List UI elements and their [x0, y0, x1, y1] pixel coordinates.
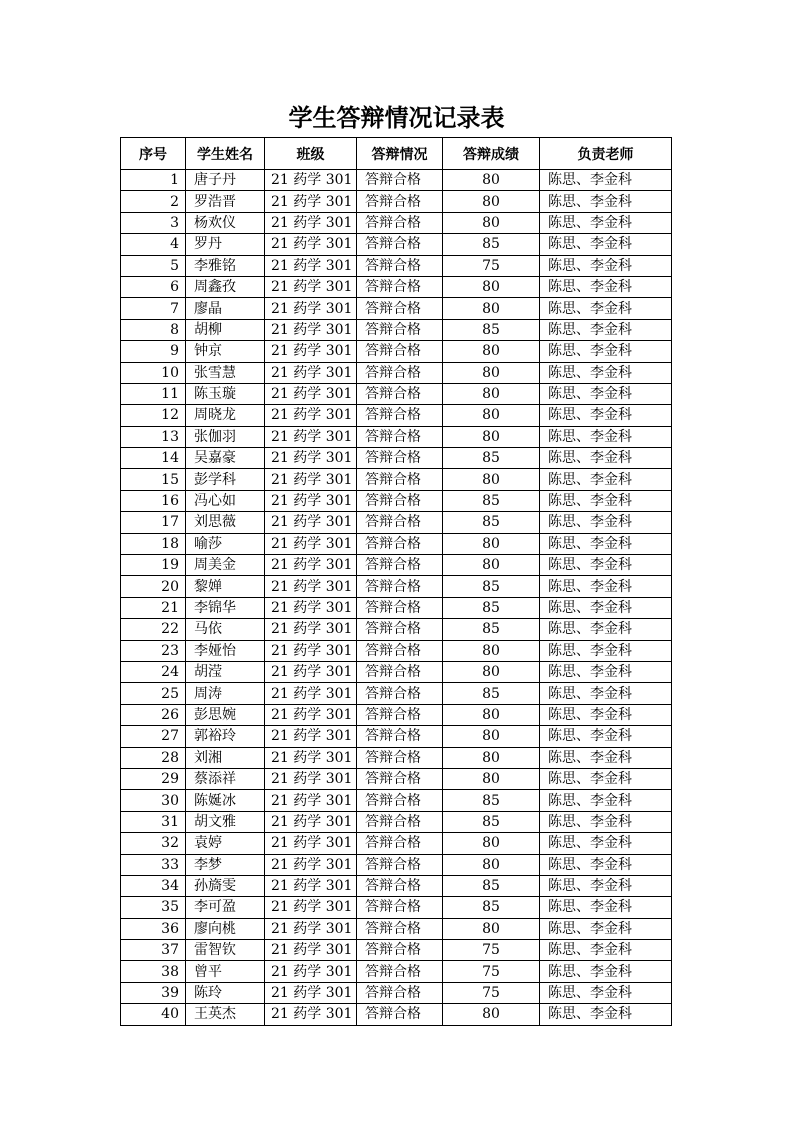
cell-student-name: 张雪慧	[186, 362, 265, 383]
table-row	[121, 298, 672, 319]
table-row	[121, 405, 672, 426]
cell-defense-score: 80	[443, 426, 540, 447]
cell-number: 22	[121, 619, 186, 640]
cell-class: 21 药学 301	[265, 940, 357, 961]
cell-class: 21 药学 301	[265, 576, 357, 597]
cell-number: 18	[121, 533, 186, 554]
cell-defense-score: 80	[443, 704, 540, 725]
cell-number: 14	[121, 448, 186, 469]
cell-student-name: 彭学科	[186, 469, 265, 490]
cell-student-name: 王英杰	[186, 1004, 265, 1025]
cell-class: 21 药学 301	[265, 640, 357, 661]
cell-student-name: 陈玉璇	[186, 383, 265, 404]
cell-defense-status: 答辩合格	[357, 940, 443, 961]
table-row	[121, 341, 672, 362]
cell-defense-score: 80	[443, 405, 540, 426]
cell-class: 21 药学 301	[265, 426, 357, 447]
cell-defense-status: 答辩合格	[357, 661, 443, 682]
table-row	[121, 790, 672, 811]
cell-class: 21 药学 301	[265, 383, 357, 404]
cell-teacher: 陈思、李金科	[540, 576, 672, 597]
table-row	[121, 255, 672, 276]
cell-teacher: 陈思、李金科	[540, 811, 672, 832]
cell-number: 35	[121, 897, 186, 918]
cell-number: 9	[121, 341, 186, 362]
cell-defense-status: 答辩合格	[357, 897, 443, 918]
cell-defense-score: 85	[443, 234, 540, 255]
table-row	[121, 533, 672, 554]
cell-class: 21 药学 301	[265, 790, 357, 811]
table-row	[121, 512, 672, 533]
cell-number: 23	[121, 640, 186, 661]
cell-defense-status: 答辩合格	[357, 426, 443, 447]
header-defense-score: 答辩成绩	[443, 138, 540, 170]
cell-defense-status: 答辩合格	[357, 319, 443, 340]
table-row	[121, 683, 672, 704]
cell-defense-status: 答辩合格	[357, 811, 443, 832]
table-row	[121, 833, 672, 854]
table-row	[121, 811, 672, 832]
table-row	[121, 555, 672, 576]
cell-defense-status: 答辩合格	[357, 276, 443, 297]
cell-number: 39	[121, 982, 186, 1003]
cell-class: 21 药学 301	[265, 747, 357, 768]
cell-defense-status: 答辩合格	[357, 234, 443, 255]
cell-number: 6	[121, 276, 186, 297]
cell-teacher: 陈思、李金科	[540, 469, 672, 490]
cell-defense-score: 80	[443, 747, 540, 768]
table-row	[121, 212, 672, 233]
cell-defense-score: 80	[443, 833, 540, 854]
cell-defense-status: 答辩合格	[357, 490, 443, 511]
cell-teacher: 陈思、李金科	[540, 875, 672, 896]
header-defense-status: 答辩情况	[357, 138, 443, 170]
table-row	[121, 362, 672, 383]
cell-class: 21 药学 301	[265, 512, 357, 533]
cell-defense-status: 答辩合格	[357, 833, 443, 854]
cell-number: 12	[121, 405, 186, 426]
cell-defense-status: 答辩合格	[357, 212, 443, 233]
cell-teacher: 陈思、李金科	[540, 255, 672, 276]
cell-defense-status: 答辩合格	[357, 875, 443, 896]
cell-defense-score: 85	[443, 811, 540, 832]
cell-number: 13	[121, 426, 186, 447]
cell-defense-status: 答辩合格	[357, 619, 443, 640]
cell-teacher: 陈思、李金科	[540, 768, 672, 789]
cell-number: 19	[121, 555, 186, 576]
cell-number: 30	[121, 790, 186, 811]
table-row	[121, 661, 672, 682]
cell-class: 21 药学 301	[265, 298, 357, 319]
cell-class: 21 药学 301	[265, 490, 357, 511]
cell-class: 21 药学 301	[265, 875, 357, 896]
table-row	[121, 897, 672, 918]
cell-defense-status: 答辩合格	[357, 1004, 443, 1025]
cell-teacher: 陈思、李金科	[540, 597, 672, 618]
cell-defense-status: 答辩合格	[357, 341, 443, 362]
cell-defense-score: 80	[443, 918, 540, 939]
cell-teacher: 陈思、李金科	[540, 833, 672, 854]
table-row	[121, 854, 672, 875]
cell-defense-score: 85	[443, 512, 540, 533]
table-row	[121, 469, 672, 490]
cell-defense-status: 答辩合格	[357, 405, 443, 426]
table-header-row	[121, 138, 672, 170]
cell-teacher: 陈思、李金科	[540, 191, 672, 212]
table-row	[121, 426, 672, 447]
cell-class: 21 药学 301	[265, 619, 357, 640]
cell-number: 33	[121, 854, 186, 875]
cell-teacher: 陈思、李金科	[540, 276, 672, 297]
cell-defense-score: 75	[443, 982, 540, 1003]
cell-student-name: 黎婵	[186, 576, 265, 597]
cell-teacher: 陈思、李金科	[540, 170, 672, 191]
cell-student-name: 胡滢	[186, 661, 265, 682]
cell-defense-status: 答辩合格	[357, 448, 443, 469]
cell-class: 21 药学 301	[265, 768, 357, 789]
cell-defense-score: 85	[443, 319, 540, 340]
cell-number: 32	[121, 833, 186, 854]
cell-teacher: 陈思、李金科	[540, 490, 672, 511]
cell-defense-status: 答辩合格	[357, 683, 443, 704]
cell-defense-status: 答辩合格	[357, 597, 443, 618]
cell-teacher: 陈思、李金科	[540, 555, 672, 576]
cell-teacher: 陈思、李金科	[540, 319, 672, 340]
cell-student-name: 周晓龙	[186, 405, 265, 426]
cell-student-name: 吴嘉豪	[186, 448, 265, 469]
cell-number: 27	[121, 726, 186, 747]
cell-defense-score: 75	[443, 940, 540, 961]
cell-number: 8	[121, 319, 186, 340]
cell-defense-status: 答辩合格	[357, 768, 443, 789]
cell-teacher: 陈思、李金科	[540, 982, 672, 1003]
cell-teacher: 陈思、李金科	[540, 704, 672, 725]
cell-number: 34	[121, 875, 186, 896]
cell-teacher: 陈思、李金科	[540, 897, 672, 918]
cell-defense-score: 85	[443, 490, 540, 511]
cell-teacher: 陈思、李金科	[540, 854, 672, 875]
cell-student-name: 罗浩晋	[186, 191, 265, 212]
cell-number: 24	[121, 661, 186, 682]
cell-student-name: 喻莎	[186, 533, 265, 554]
cell-defense-status: 答辩合格	[357, 383, 443, 404]
cell-teacher: 陈思、李金科	[540, 212, 672, 233]
table-row	[121, 576, 672, 597]
cell-number: 38	[121, 961, 186, 982]
cell-student-name: 周美金	[186, 555, 265, 576]
cell-defense-score: 80	[443, 726, 540, 747]
cell-defense-score: 80	[443, 276, 540, 297]
cell-defense-score: 80	[443, 640, 540, 661]
cell-student-name: 曾平	[186, 961, 265, 982]
cell-number: 40	[121, 1004, 186, 1025]
cell-teacher: 陈思、李金科	[540, 426, 672, 447]
cell-student-name: 杨欢仪	[186, 212, 265, 233]
cell-number: 17	[121, 512, 186, 533]
cell-defense-status: 答辩合格	[357, 640, 443, 661]
cell-defense-status: 答辩合格	[357, 255, 443, 276]
cell-class: 21 药学 301	[265, 234, 357, 255]
cell-class: 21 药学 301	[265, 555, 357, 576]
cell-defense-status: 答辩合格	[357, 854, 443, 875]
cell-number: 11	[121, 383, 186, 404]
cell-defense-score: 85	[443, 790, 540, 811]
cell-defense-score: 80	[443, 555, 540, 576]
cell-class: 21 药学 301	[265, 897, 357, 918]
table-row	[121, 597, 672, 618]
table-row	[121, 1004, 672, 1025]
cell-class: 21 药学 301	[265, 533, 357, 554]
cell-teacher: 陈思、李金科	[540, 1004, 672, 1025]
cell-class: 21 药学 301	[265, 833, 357, 854]
cell-class: 21 药学 301	[265, 319, 357, 340]
cell-student-name: 廖向桃	[186, 918, 265, 939]
cell-defense-status: 答辩合格	[357, 512, 443, 533]
table-row	[121, 234, 672, 255]
cell-student-name: 李梦	[186, 854, 265, 875]
table-row	[121, 768, 672, 789]
cell-student-name: 周鑫孜	[186, 276, 265, 297]
cell-student-name: 李锦华	[186, 597, 265, 618]
cell-number: 15	[121, 469, 186, 490]
cell-class: 21 药学 301	[265, 918, 357, 939]
cell-defense-score: 85	[443, 576, 540, 597]
table-row	[121, 640, 672, 661]
cell-defense-status: 答辩合格	[357, 747, 443, 768]
table-row	[121, 383, 672, 404]
cell-teacher: 陈思、李金科	[540, 298, 672, 319]
cell-student-name: 李娅怡	[186, 640, 265, 661]
student-defense-table	[120, 137, 672, 1026]
cell-number: 26	[121, 704, 186, 725]
cell-defense-status: 答辩合格	[357, 576, 443, 597]
cell-student-name: 李可盈	[186, 897, 265, 918]
cell-number: 20	[121, 576, 186, 597]
cell-student-name: 钟京	[186, 341, 265, 362]
cell-student-name: 李雅铭	[186, 255, 265, 276]
cell-student-name: 马依	[186, 619, 265, 640]
cell-number: 37	[121, 940, 186, 961]
table-row	[121, 448, 672, 469]
cell-defense-score: 80	[443, 661, 540, 682]
cell-number: 28	[121, 747, 186, 768]
cell-defense-score: 80	[443, 362, 540, 383]
cell-teacher: 陈思、李金科	[540, 747, 672, 768]
cell-teacher: 陈思、李金科	[540, 512, 672, 533]
cell-student-name: 郭裕玲	[186, 726, 265, 747]
cell-defense-score: 85	[443, 597, 540, 618]
cell-defense-score: 80	[443, 533, 540, 554]
header-class: 班级	[265, 138, 357, 170]
cell-teacher: 陈思、李金科	[540, 683, 672, 704]
cell-class: 21 药学 301	[265, 683, 357, 704]
cell-teacher: 陈思、李金科	[540, 640, 672, 661]
cell-defense-score: 80	[443, 1004, 540, 1025]
cell-defense-score: 80	[443, 768, 540, 789]
cell-defense-status: 答辩合格	[357, 170, 443, 191]
cell-teacher: 陈思、李金科	[540, 405, 672, 426]
cell-class: 21 药学 301	[265, 448, 357, 469]
cell-number: 4	[121, 234, 186, 255]
cell-student-name: 彭思婉	[186, 704, 265, 725]
cell-class: 21 药学 301	[265, 661, 357, 682]
cell-teacher: 陈思、李金科	[540, 790, 672, 811]
cell-defense-score: 80	[443, 854, 540, 875]
cell-number: 7	[121, 298, 186, 319]
cell-defense-status: 答辩合格	[357, 918, 443, 939]
cell-defense-status: 答辩合格	[357, 982, 443, 1003]
cell-student-name: 张伽羽	[186, 426, 265, 447]
cell-number: 3	[121, 212, 186, 233]
cell-class: 21 药学 301	[265, 170, 357, 191]
cell-class: 21 药学 301	[265, 982, 357, 1003]
cell-student-name: 唐子丹	[186, 170, 265, 191]
cell-defense-score: 80	[443, 341, 540, 362]
cell-teacher: 陈思、李金科	[540, 961, 672, 982]
table-row	[121, 191, 672, 212]
table-row	[121, 875, 672, 896]
cell-defense-status: 答辩合格	[357, 555, 443, 576]
table-row	[121, 704, 672, 725]
cell-number: 2	[121, 191, 186, 212]
cell-class: 21 药学 301	[265, 469, 357, 490]
cell-student-name: 廖晶	[186, 298, 265, 319]
cell-number: 16	[121, 490, 186, 511]
cell-defense-status: 答辩合格	[357, 191, 443, 212]
cell-defense-score: 80	[443, 212, 540, 233]
table-row	[121, 940, 672, 961]
cell-class: 21 药学 301	[265, 726, 357, 747]
cell-number: 10	[121, 362, 186, 383]
cell-student-name: 刘湘	[186, 747, 265, 768]
cell-defense-score: 80	[443, 191, 540, 212]
cell-defense-status: 答辩合格	[357, 469, 443, 490]
cell-class: 21 药学 301	[265, 597, 357, 618]
cell-teacher: 陈思、李金科	[540, 234, 672, 255]
cell-number: 1	[121, 170, 186, 191]
cell-class: 21 药学 301	[265, 212, 357, 233]
cell-teacher: 陈思、李金科	[540, 726, 672, 747]
cell-number: 31	[121, 811, 186, 832]
cell-number: 25	[121, 683, 186, 704]
cell-student-name: 袁婷	[186, 833, 265, 854]
cell-class: 21 药学 301	[265, 405, 357, 426]
cell-student-name: 冯心如	[186, 490, 265, 511]
cell-defense-score: 80	[443, 469, 540, 490]
cell-number: 29	[121, 768, 186, 789]
table-row	[121, 490, 672, 511]
table-row	[121, 276, 672, 297]
table-row	[121, 961, 672, 982]
cell-teacher: 陈思、李金科	[540, 341, 672, 362]
cell-student-name: 陈娫冰	[186, 790, 265, 811]
cell-teacher: 陈思、李金科	[540, 661, 672, 682]
cell-defense-status: 答辩合格	[357, 704, 443, 725]
cell-defense-status: 答辩合格	[357, 726, 443, 747]
cell-defense-score: 85	[443, 683, 540, 704]
cell-student-name: 罗丹	[186, 234, 265, 255]
cell-defense-score: 80	[443, 170, 540, 191]
cell-class: 21 药学 301	[265, 191, 357, 212]
cell-teacher: 陈思、李金科	[540, 619, 672, 640]
cell-teacher: 陈思、李金科	[540, 362, 672, 383]
cell-student-name: 蔡添祥	[186, 768, 265, 789]
table-row	[121, 726, 672, 747]
cell-teacher: 陈思、李金科	[540, 533, 672, 554]
cell-defense-status: 答辩合格	[357, 961, 443, 982]
table-row	[121, 747, 672, 768]
cell-student-name: 雷智钦	[186, 940, 265, 961]
header-teacher: 负责老师	[540, 138, 672, 170]
cell-number: 21	[121, 597, 186, 618]
cell-defense-status: 答辩合格	[357, 298, 443, 319]
table-row	[121, 982, 672, 1003]
cell-class: 21 药学 301	[265, 276, 357, 297]
cell-defense-status: 答辩合格	[357, 533, 443, 554]
cell-class: 21 药学 301	[265, 362, 357, 383]
cell-class: 21 药学 301	[265, 341, 357, 362]
cell-class: 21 药学 301	[265, 811, 357, 832]
cell-number: 36	[121, 918, 186, 939]
cell-defense-score: 80	[443, 298, 540, 319]
cell-teacher: 陈思、李金科	[540, 448, 672, 469]
cell-defense-score: 80	[443, 383, 540, 404]
cell-defense-score: 85	[443, 897, 540, 918]
table-row	[121, 619, 672, 640]
cell-class: 21 药学 301	[265, 854, 357, 875]
cell-defense-score: 85	[443, 448, 540, 469]
cell-teacher: 陈思、李金科	[540, 918, 672, 939]
cell-defense-status: 答辩合格	[357, 790, 443, 811]
cell-student-name: 周涛	[186, 683, 265, 704]
cell-teacher: 陈思、李金科	[540, 940, 672, 961]
cell-class: 21 药学 301	[265, 704, 357, 725]
cell-teacher: 陈思、李金科	[540, 383, 672, 404]
cell-defense-score: 75	[443, 255, 540, 276]
cell-defense-score: 75	[443, 961, 540, 982]
header-number: 序号	[121, 138, 186, 170]
cell-class: 21 药学 301	[265, 255, 357, 276]
cell-student-name: 刘思薇	[186, 512, 265, 533]
table-row	[121, 319, 672, 340]
cell-class: 21 药学 301	[265, 1004, 357, 1025]
header-student-name: 学生姓名	[186, 138, 265, 170]
table-row	[121, 918, 672, 939]
cell-defense-score: 85	[443, 875, 540, 896]
table-row	[121, 170, 672, 191]
cell-student-name: 孙旖雯	[186, 875, 265, 896]
cell-student-name: 胡文雅	[186, 811, 265, 832]
cell-defense-status: 答辩合格	[357, 362, 443, 383]
cell-student-name: 陈玲	[186, 982, 265, 1003]
cell-defense-score: 85	[443, 619, 540, 640]
cell-class: 21 药学 301	[265, 961, 357, 982]
cell-number: 5	[121, 255, 186, 276]
cell-student-name: 胡柳	[186, 319, 265, 340]
page-title: 学生答辩情况记录表	[288, 103, 505, 132]
